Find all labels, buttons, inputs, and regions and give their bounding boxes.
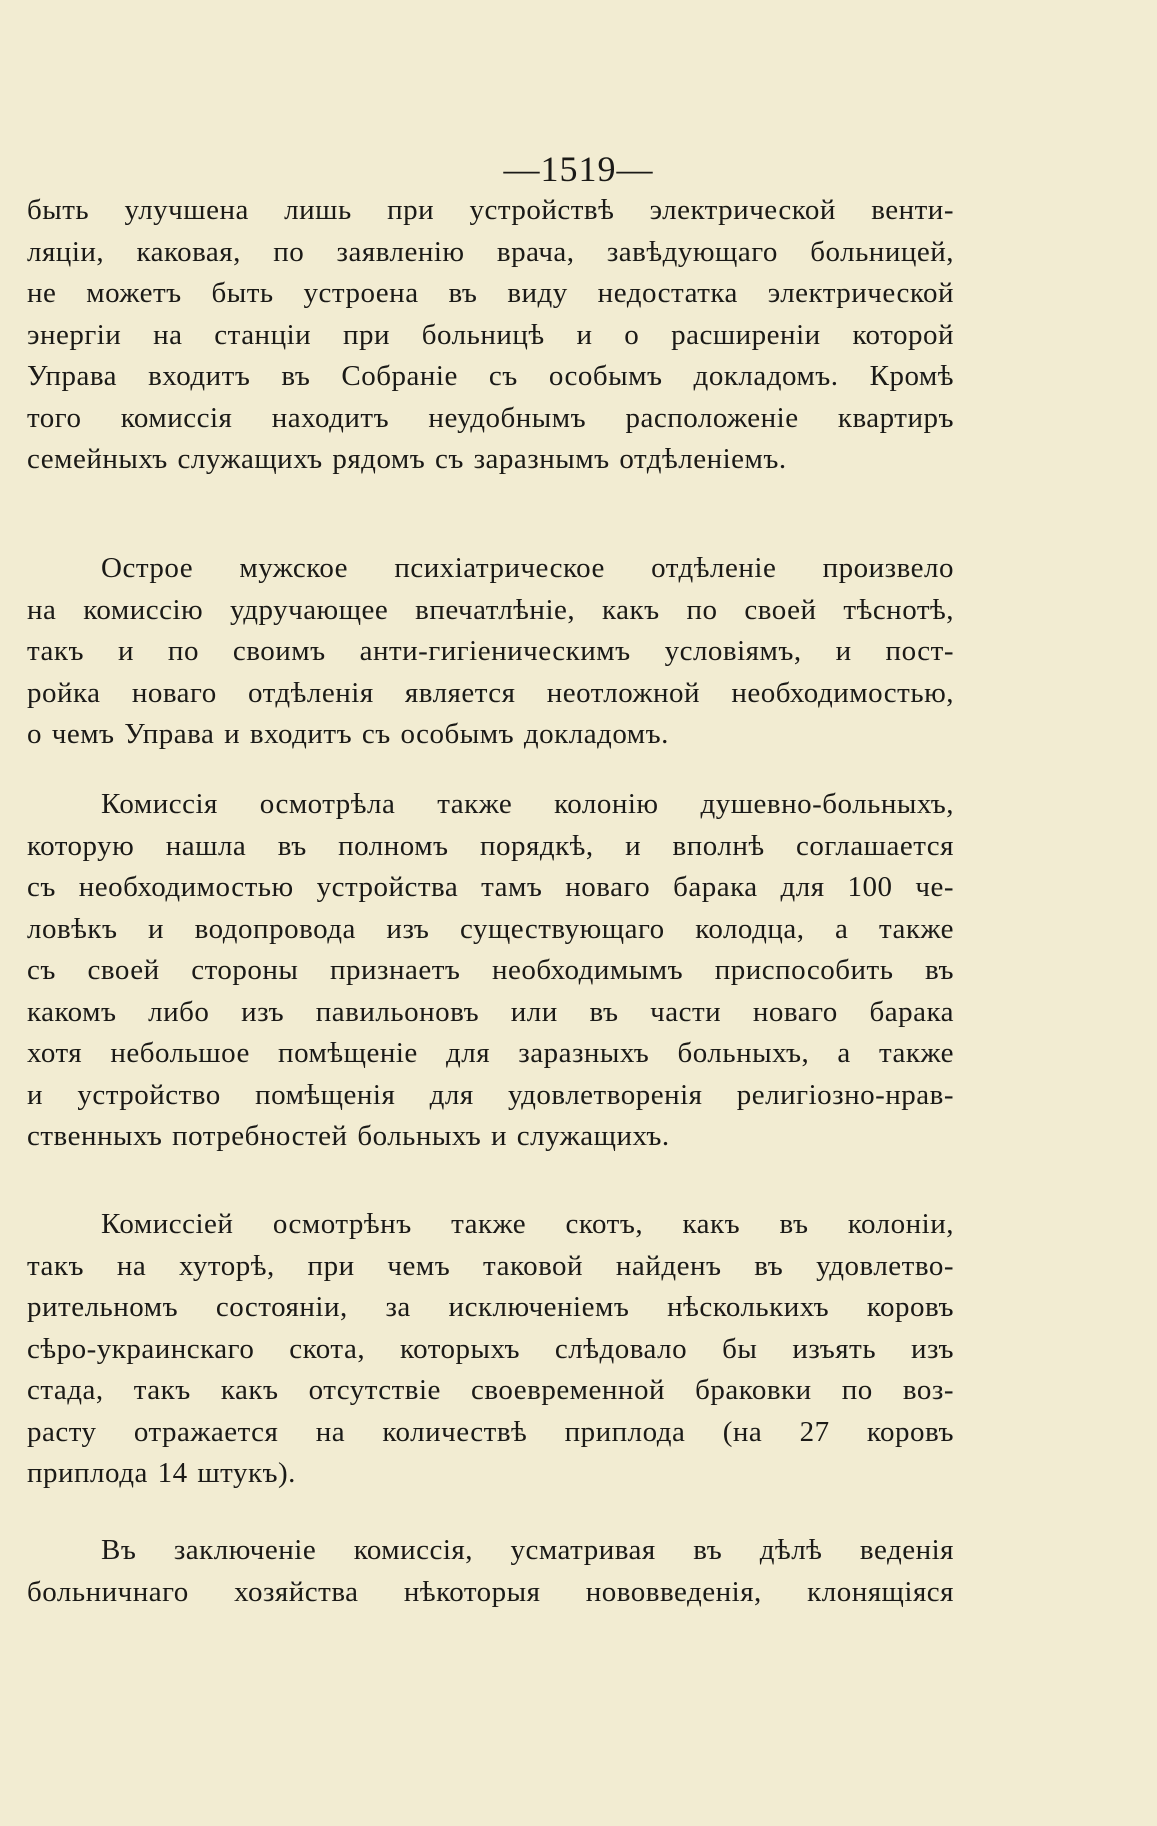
text-line: сѣро-украинскаго скота, которыхъ слѣдовало бы изъять изъ xyxy=(27,1332,954,1365)
text-line: Комиссія осмотрѣла также колонію душевно-больныхъ, xyxy=(101,788,954,820)
text-line: ственныхъ потребностей больныхъ и служащихъ. xyxy=(27,1120,670,1152)
text-line: которую нашла въ полномъ порядкѣ, и вполнѣ соглашается xyxy=(27,829,954,862)
text-line: энергіи на станціи при больницѣ и о расширеніи которой xyxy=(27,318,954,351)
text-line: хотя небольшое помѣщеніе для заразныхъ больныхъ, а также xyxy=(27,1037,954,1069)
text-line: Управа входитъ въ Собраніе съ особымъ докладомъ. Кромѣ xyxy=(27,360,954,392)
text-line: Комиссіей осмотрѣнъ также скотъ, какъ въ колоніи, xyxy=(101,1208,954,1240)
text-line: Въ заключеніе комиссія, усматривая въ дѣлѣ веденія xyxy=(101,1534,954,1566)
paragraph-3 xyxy=(27,784,954,1158)
text-line: Острое мужское психіатрическое отдѣленіе произвело xyxy=(101,552,954,584)
text-line: больничнаго хозяйства нѣкоторыя нововведенія, клонящіяся xyxy=(27,1575,954,1608)
text-line: ройка новаго отдѣленія является неотложной необходимостью, xyxy=(27,676,954,709)
text-line: рительномъ состояніи, за исключеніемъ нѣсколькихъ коровъ xyxy=(27,1291,954,1323)
paragraph-1 xyxy=(27,190,954,481)
text-line: расту отражается на количествѣ приплода (на 27 коровъ xyxy=(27,1415,954,1448)
text-line: ловѣкъ и водопровода изъ существующаго колодца, а также xyxy=(27,912,954,945)
text-line: съ своей стороны признаетъ необходимымъ приспособить въ xyxy=(27,954,954,986)
text-line: какомъ либо изъ павильоновъ или въ части новаго барака xyxy=(27,995,954,1028)
text-line: не можетъ быть устроена въ виду недостатка электрической xyxy=(27,277,954,309)
text-line: о чемъ Управа и входитъ съ особымъ докладомъ. xyxy=(27,718,669,750)
text-line: стада, такъ какъ отсутствіе своевременной браковки по воз- xyxy=(27,1374,954,1406)
text-line: семейныхъ служащихъ рядомъ съ заразнымъ отдѣленіемъ. xyxy=(27,443,787,475)
paragraph-5 xyxy=(27,1530,954,1613)
text-line: такъ и по своимъ анти-гигіеническимъ условіямъ, и пост- xyxy=(27,635,954,667)
text-line: на комиссію удручающее впечатлѣніе, какъ по своей тѣснотѣ, xyxy=(27,593,954,626)
text-line: съ необходимостью устройства тамъ новаго барака для 100 че- xyxy=(27,871,954,903)
paragraph-4 xyxy=(27,1204,954,1495)
page-number: —1519— xyxy=(503,149,654,189)
paragraph-2 xyxy=(27,548,954,756)
text-line: такъ на хуторѣ, при чемъ таковой найденъ въ удовлетво- xyxy=(27,1249,954,1282)
text-line: быть улучшена лишь при устройствѣ электрической венти- xyxy=(27,194,954,226)
text-line: приплода 14 штукъ). xyxy=(27,1457,296,1489)
text-line: и устройство помѣщенія для удовлетворенія религіозно-нрав- xyxy=(27,1078,954,1111)
text-line: того комиссія находитъ неудобнымъ расположеніе квартиръ xyxy=(27,401,954,434)
text-line: ляціи, каковая, по заявленію врача, завѣдующаго больницей, xyxy=(27,235,954,268)
